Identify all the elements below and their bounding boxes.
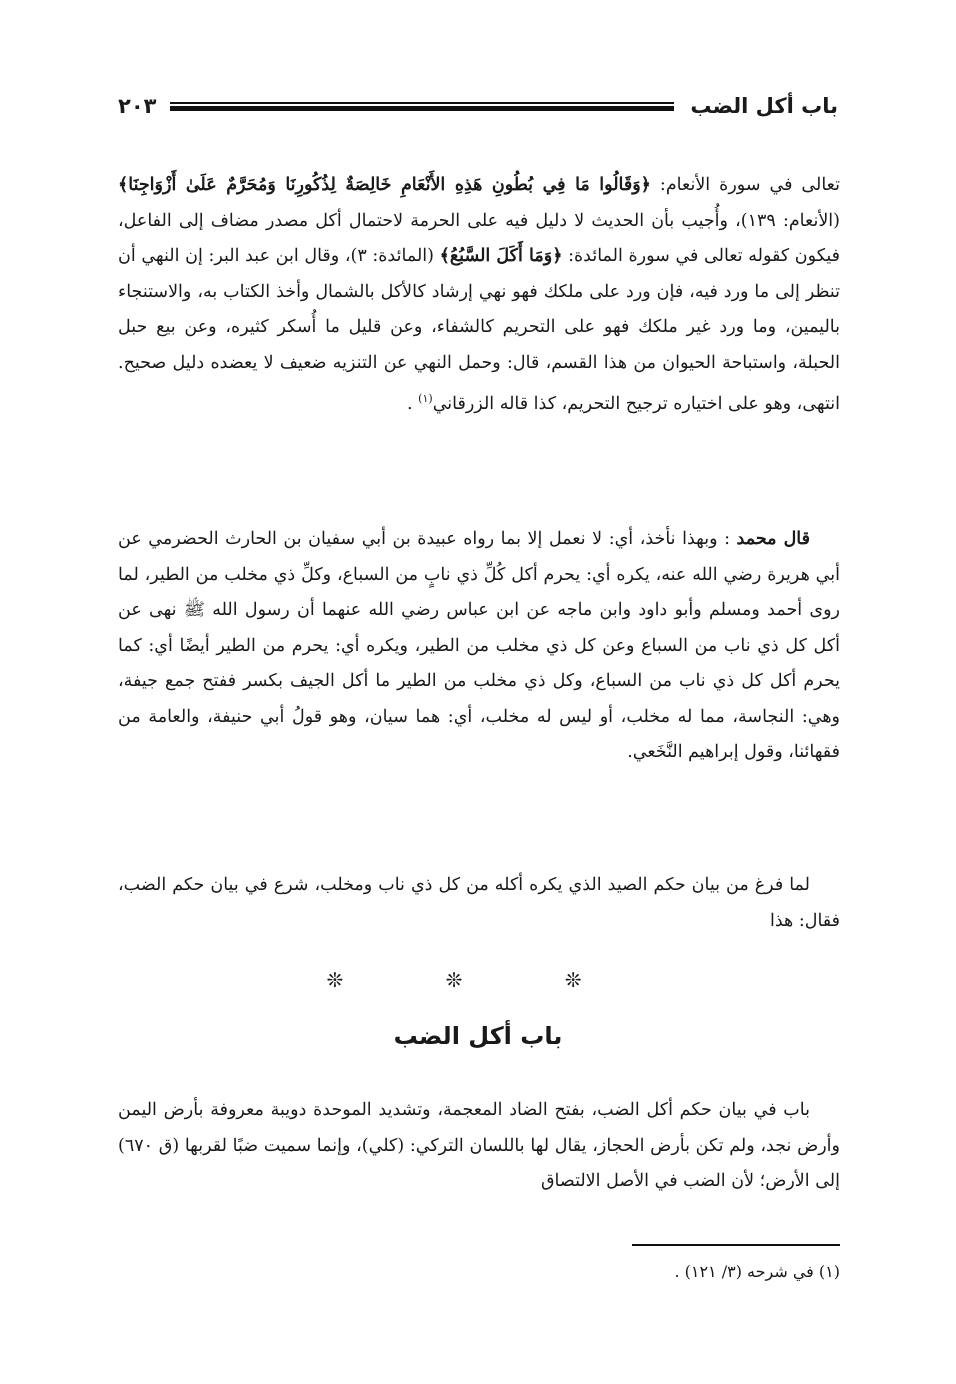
quran-verse-1: ﴿وَقَالُوا مَا فِي بُطُونِ هَذِهِ الأَنْعَامِ خَالِصَةٌ لِذُكُورِنَا وَمُحَرَّمٌ عَلَىٰ أَزْوَاجِنَا﴾: [118, 175, 651, 195]
page-number: ٢٠٣: [118, 94, 157, 118]
footnote-ref[interactable]: (١): [418, 392, 433, 405]
running-header: [118, 88, 838, 124]
para2-text: : وبهذا نأخذ، أي: لا نعمل إلا بما رواه عبيدة بن أبي سفيان بن الحارث الحضرمي عن أبي هريرة رضي الله عنه، يكره أي: يحرم أكل كُلِّ ذي نابٍ من السباع، وكلِّ ذي مخلب من الطير، لما روى أحمد ومسلم وأبو داود وابن ماجه عن ابن عباس رضي الله عنهما أن رسول الله ﷺ نهى عن أكل كل ذي ناب من السباع وعن كل ذي مخلب من الطير، ويكره أي: يحرم من الطير أيضًا أي: كما يحرم أكل كل ذي ناب من السباع، وكل ذي مخلب من الطير ما أكل الجيف بكسر ففتح جمع جيفة، وهي: النجاسة، مما له مخلب، أو ليس له مخلب، أي: هما سيان، وهو قولُ أبي حنيفة، والعامة من فقهائنا، وقول إبراهيم النَّخَعي.: [118, 529, 840, 762]
para1-text-a: تعالى في سورة الأنعام:: [650, 175, 840, 195]
para4-text: باب في بيان حكم أكل الضب، بفتح الضاد المعجمة، وتشديد الموحدة دويبة معروفة بأرض اليمن وأرض نجد، ولم تكن بأرض الحجاز، يقال لها باللسان التركي: (كلي)، وإنما سميت ضبًا لقربها (ق ٦٧٠) إلى الأرض؛ لأن الضب في الأصل الالتصاق: [118, 1100, 840, 1191]
paragraph-2: [118, 522, 840, 771]
header-title: باب أكل الضب: [690, 94, 838, 118]
footnote: (١) في شرحه (٣/ ١٢١) .: [674, 1262, 840, 1281]
footnote-rule: [632, 1244, 840, 1246]
header-rule: [170, 102, 674, 111]
speaker-label: قال محمد: [736, 529, 810, 549]
section-title: باب أكل الضب: [393, 1022, 563, 1050]
paragraph-1: [118, 168, 840, 422]
section-separator: ❊ ❊ ❊: [326, 968, 630, 992]
para1-text-c: (المائدة: ٣)، وقال ابن عبد البر: إن النهي أن تنظر إلى ما ورد فيه، فإن ورد على ملكك فهو نهي إرشاد كالأكل بالشمال وأخذ الكتاب به، والاستنجاء باليمين، وما ورد غير ملكك فهو على التحريم كالشفاء، وعن قليل ما أُسكر كثيره، وعن بيع حبل الحبلة، واستباحة الحيوان من هذا القسم، قال: وحمل النهي عن التنزيه ضعيف لا يعضده دليل صحيح. انتهى، وهو على اختياره ترجيح التحريم، كذا قاله الزرقاني: [118, 246, 840, 414]
paragraph-4: [118, 1093, 840, 1200]
para1-text-b: (الأنعام: ١٣٩)، وأُجيب بأن الحديث لا دليل فيه على الحرمة لاحتمال أكل مصدر مضاف إلى الفاعل، فيكون كقوله تعالى في سورة المائدة:: [118, 210, 841, 266]
quran-verse-2: ﴿وَمَا أَكَلَ السَّبُعُ﴾: [439, 246, 563, 266]
paragraph-3: [118, 868, 840, 939]
para1-text-d: .: [407, 393, 419, 414]
para3-text: لما فرغ من بيان حكم الصيد الذي يكره أكله من كل ذي ناب ومخلب، شرع في بيان حكم الضب، فقال: هذا: [118, 875, 840, 931]
